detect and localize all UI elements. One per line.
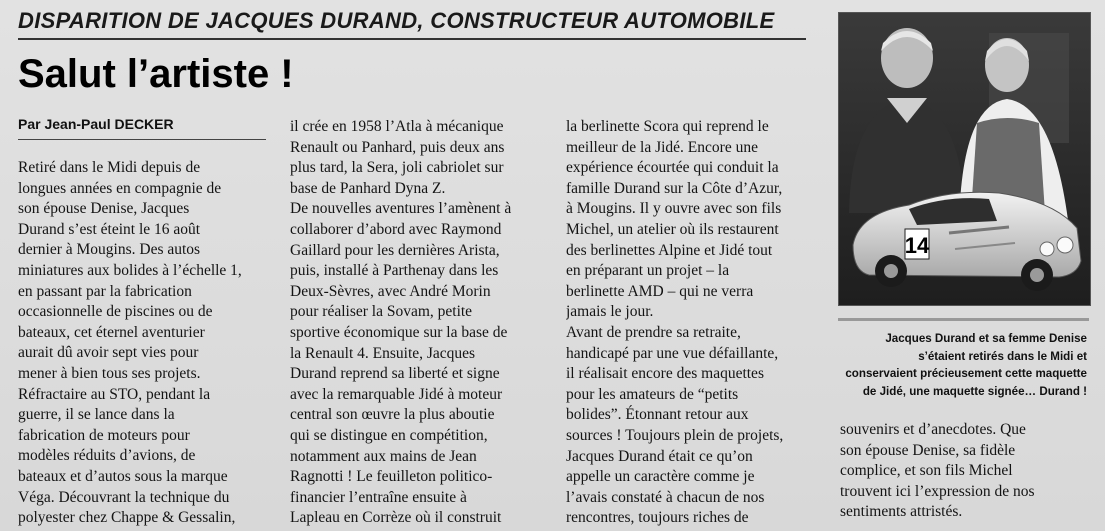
article-text-line: souvenirs et d’anecdotes. Que <box>840 421 1026 438</box>
article-text-line: rencontres, toujours riches de <box>566 509 749 527</box>
article-text-line: expérience écourtée qui conduit la <box>566 159 779 177</box>
article-text-line: jamais le jour. <box>566 303 654 321</box>
article-text-line: miniatures aux bolides à l’échelle 1, <box>18 261 242 279</box>
kicker-divider <box>18 38 806 40</box>
article-text-line: meilleur de la Jidé. Encore une <box>566 138 758 156</box>
article-text-line: Durand s’est éteint le 16 août <box>18 220 201 238</box>
article-text-line: la Renault 4. Ensuite, Jacques <box>290 344 476 362</box>
article-text-line: pour réaliser la Sovam, petite <box>290 303 473 321</box>
caption-line: de Jidé, une maquette signée… Durand ! <box>862 384 1087 398</box>
article-text-line: complice, et son fils Michel <box>840 462 1013 480</box>
article-text-line: plus tard, la Sera, joli cabriolet sur <box>290 159 504 177</box>
article-text-line: en préparant un projet – la <box>566 262 730 280</box>
article-text-line: la berlinette Scora qui reprend le <box>566 118 769 135</box>
article-text-line: financier l’entraîne ensuite à <box>290 488 467 506</box>
article-text-line: Deux-Sèvres, avec André Morin <box>290 282 491 300</box>
caption-line: Jacques Durand et sa femme Denise <box>885 332 1087 345</box>
article-text-line: il réalisait encore des maquettes <box>566 365 764 383</box>
article-column-4 <box>840 420 1102 523</box>
article-text-line: De nouvelles aventures l’amènent à <box>290 200 512 218</box>
article-text-line: Ragnotti ! Le feuilleton politico- <box>290 468 493 486</box>
article-text-line: l’avais constaté à chacun de nos <box>566 488 765 506</box>
article-text-line: sources ! Toujours plein de projets, <box>566 426 784 444</box>
article-text-line: à Mougins. Il y ouvre avec son fils <box>566 200 782 218</box>
article-text-line: modèles réduits d’avions, de <box>18 447 196 465</box>
article-text-line: famille Durand sur la Côte d’Azur, <box>566 179 783 197</box>
article-text-line: trouvent ici l’expression de nos <box>840 482 1035 500</box>
article-byline: Par Jean-Paul DECKER <box>18 116 174 132</box>
caption-line: conservaient précieusement cette maquette <box>845 367 1087 381</box>
article-text-line: pour les amateurs de “petits <box>566 385 739 403</box>
article-text-line: Michel, un atelier où ils restaurent <box>566 220 779 238</box>
article-text-line: Renault ou Panhard, puis deux ans <box>290 138 505 156</box>
article-text-line: berlinette AMD – qui ne verra <box>566 282 754 300</box>
article-kicker: DISPARITION DE JACQUES DURAND, CONSTRUCTEUR AUTOMOBILE <box>18 8 775 33</box>
article-text-line: Retiré dans le Midi depuis de <box>18 159 201 176</box>
article-text-line: aurait dû avoir sept vies pour <box>18 344 199 362</box>
article-text-line: fabrication de moteurs pour <box>18 426 190 444</box>
article-text-line: bolides”. Étonnant retour aux <box>566 406 749 424</box>
article-text-line: Lapleau en Corrèze où il construit <box>290 509 502 527</box>
article-text-line: polyester chez Chappe & Gessalin, <box>18 509 236 527</box>
caption-divider <box>838 318 1089 321</box>
article-text-line: Jacques Durand était ce qu’on <box>566 447 753 465</box>
article-text-line: puis, installé à Parthenay dans les <box>290 262 499 280</box>
photo-caption <box>827 330 1087 400</box>
article-text-line: dernier à Mougins. Des autos <box>18 241 201 259</box>
article-headline: Salut l’artiste ! <box>18 52 294 96</box>
article-column-3 <box>566 117 828 529</box>
article-text-line: Durand reprend sa liberté et signe <box>290 365 500 383</box>
article-text-line: sportive économique sur la base de <box>290 323 508 341</box>
article-text-line: longues années en compagnie de <box>18 179 222 197</box>
byline-divider <box>18 139 266 140</box>
article-text-line: des berlinettes Alpine et Jidé tout <box>566 241 773 259</box>
article-text-line: Avant de prendre sa retraite, <box>566 323 741 341</box>
article-text-line: il crée en 1958 l’Atla à mécanique <box>290 118 504 135</box>
article-column-2 <box>290 117 550 529</box>
article-text-line: sentiments attristés. <box>840 503 963 521</box>
article-text-line: Véga. Découvrant la technique du <box>18 488 230 506</box>
article-text-line: bateaux et d’autos sous la marque <box>18 467 228 485</box>
article-text-line: bateaux, cet éternel aventurier <box>18 323 205 341</box>
article-text-line: qui se distingue en compétition, <box>290 426 488 444</box>
race-number: 14 <box>904 233 930 258</box>
article-column-1 <box>18 158 270 529</box>
article-text-line: son épouse Denise, sa fidèle <box>840 441 1016 459</box>
article-text-line: en passant par la fabrication <box>18 282 192 300</box>
article-text-line: son épouse Denise, Jacques <box>18 200 190 218</box>
article-text-line: central son œuvre la plus aboutie <box>290 406 495 424</box>
article-text-line: appelle un caractère comme je <box>566 468 755 486</box>
photo-illustration <box>839 13 1090 305</box>
article-text-line: Réfractaire au STO, pendant la <box>18 385 211 403</box>
article-text-line: collaborer d’abord avec Raymond <box>290 220 502 238</box>
article-text-line: mener à bien tous ses projets. <box>18 364 201 382</box>
article-text-line: handicapé par une vue défaillante, <box>566 344 779 362</box>
article-text-line: notamment aux mains de Jean <box>290 447 477 465</box>
caption-line: s’étaient retirés dans le Midi et <box>918 349 1087 363</box>
article-text-line: avec la remarquable Jidé à moteur <box>290 385 503 403</box>
article-photo <box>838 12 1091 306</box>
article-text-line: base de Panhard Dyna Z. <box>290 179 446 197</box>
article-text-line: Gaillard pour les dernières Arista, <box>290 241 500 259</box>
article-text-line: occasionnelle de piscines ou de <box>18 303 213 321</box>
article-text-line: guerre, il se lance dans la <box>18 406 175 424</box>
